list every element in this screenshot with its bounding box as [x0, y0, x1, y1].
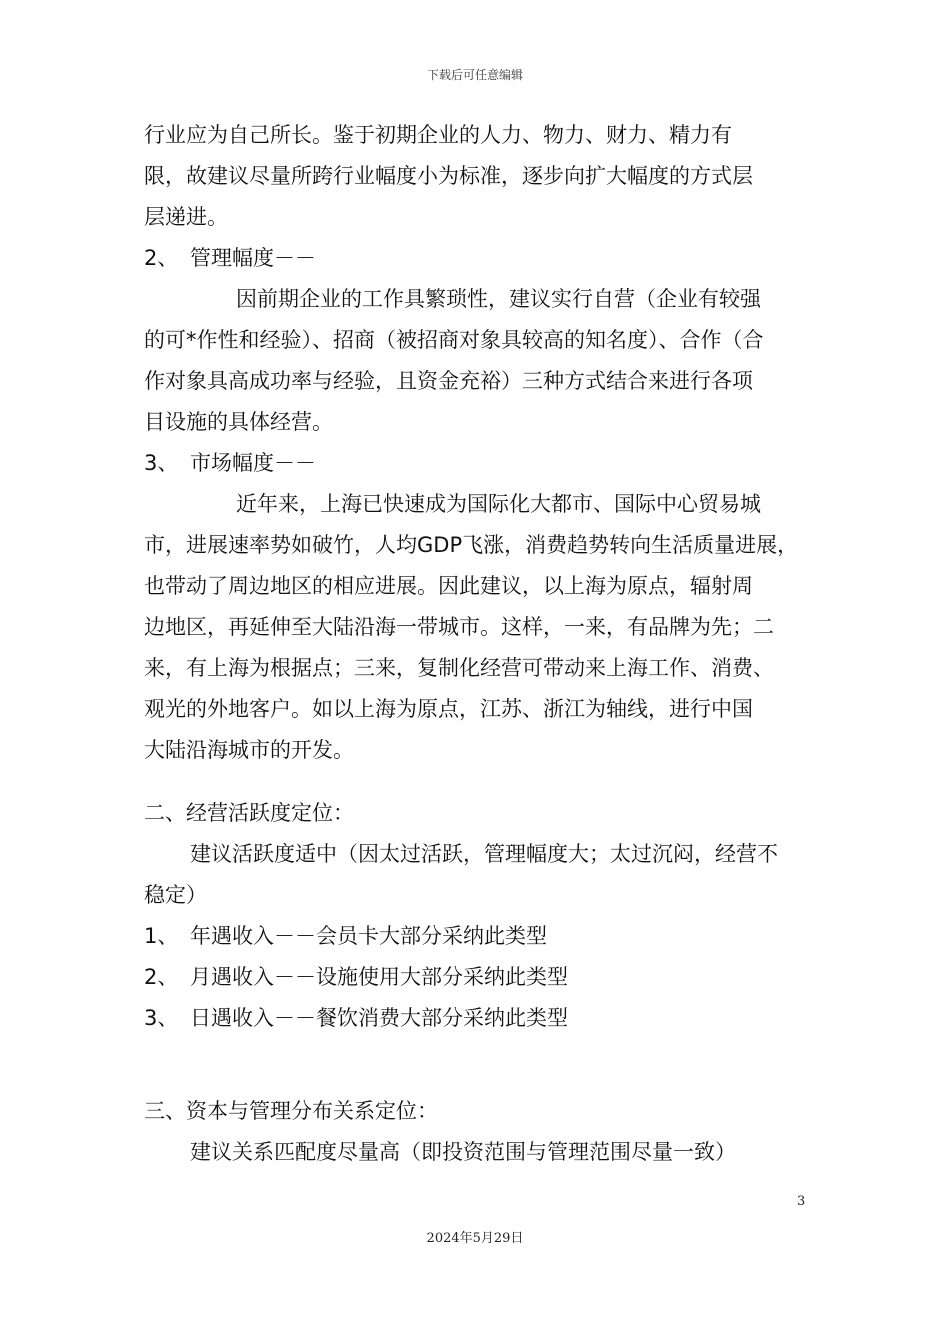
- list-number: 2、: [144, 246, 179, 270]
- paragraph-line: 的可*作性和经验）、招商（被招商对象具较高的知名度）、合作（合: [144, 328, 764, 352]
- list-item: [144, 998, 810, 1039]
- paragraph-line: 稳定）: [144, 883, 207, 907]
- page-number: 3: [797, 1194, 806, 1209]
- list-title: 市场幅度－－: [190, 451, 316, 475]
- list-number: 2、: [144, 965, 179, 989]
- list-number: 3、: [144, 451, 179, 475]
- list-number: 1、: [144, 924, 179, 948]
- spacer: [144, 771, 810, 793]
- section-heading-activity: 二、经营活跃度定位：: [144, 801, 354, 825]
- list-title: 管理幅度－－: [190, 246, 316, 270]
- paragraph-line: 限，故建议尽量所跨行业幅度小为标准，逐步向扩大幅度的方式层: [144, 164, 753, 188]
- paragraph-line: 行业应为自己所长。鉴于初期企业的人力、物力、财力、精力有: [144, 123, 732, 147]
- paragraph-line: 大陆沿海城市的开发。: [144, 738, 354, 762]
- list-item-market-scope: [144, 443, 810, 484]
- paragraph-line: 来，有上海为根据点；三来，复制化经营可带动来上海工作、消费、: [144, 656, 774, 680]
- paragraph-line: 因前期企业的工作具繁琐性，建议实行自营（企业有较强: [236, 287, 761, 311]
- list-item: [144, 916, 810, 957]
- list-item-management-scope: [144, 238, 810, 279]
- paragraph-line: 观光的外地客户。如以上海为原点，江苏、浙江为轴线，进行中国: [144, 697, 753, 721]
- paragraph-line: 市，进展速率势如破竹，人均GDP飞涨，消费趋势转向生活质量进展，: [144, 533, 799, 557]
- spacer: [144, 1039, 810, 1091]
- paragraph-line: 也带动了周边地区的相应进展。因此建议，以上海为原点，辐射周: [144, 574, 753, 598]
- paragraph-line: 目设施的具体经营。: [144, 410, 333, 434]
- paragraph-line: 近年来，上海已快速成为国际化大都市、国际中心贸易城: [236, 492, 761, 516]
- paragraph-line: 层递进。: [144, 205, 228, 229]
- page-header: 下载后可任意编辑: [426, 68, 523, 82]
- list-item: [144, 957, 810, 998]
- paragraph-line: 边地区，再延伸至大陆沿海一带城市。这样，一来，有品牌为先；二: [144, 615, 774, 639]
- paragraph-line: 建议活跃度适中（因太过活跃，管理幅度大；太过沉闷，经营不: [190, 842, 778, 866]
- list-number: 3、: [144, 1006, 179, 1030]
- document-body: [144, 115, 810, 1173]
- paragraph-line: 建议关系匹配度尽量高（即投资范围与管理范围尽量一致）: [190, 1140, 736, 1164]
- section-heading-capital: 三、资本与管理分布关系定位：: [144, 1099, 438, 1123]
- list-text: 月遇收入－－设施使用大部分采纳此类型: [190, 965, 568, 989]
- paragraph-line: 作对象具高成功率与经验，且资金充裕）三种方式结合来进行各项: [144, 369, 753, 393]
- footer-date: 2024年5月29日: [426, 1231, 524, 1246]
- list-text: 日遇收入－－餐饮消费大部分采纳此类型: [190, 1006, 568, 1030]
- list-text: 年遇收入－－会员卡大部分采纳此类型: [190, 924, 547, 948]
